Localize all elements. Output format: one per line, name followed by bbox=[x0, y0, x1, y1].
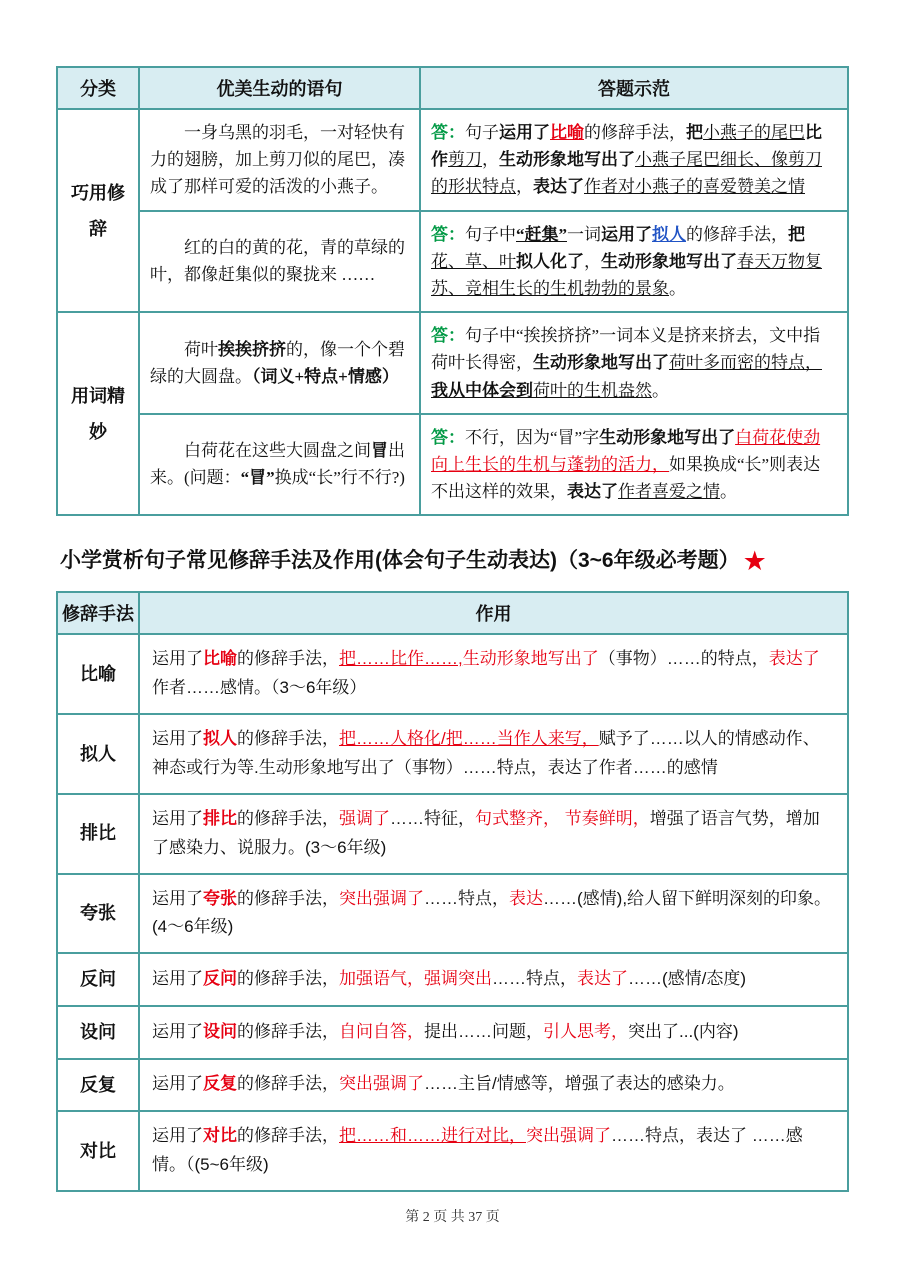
sentence-cell bbox=[139, 211, 420, 313]
text-segment: 设问 bbox=[203, 1021, 237, 1041]
usage-cell bbox=[139, 953, 848, 1006]
text-segment: 冒 bbox=[371, 441, 388, 461]
text-segment: 突出强调了 bbox=[526, 1126, 611, 1146]
device-name-cell: 对比 bbox=[57, 1111, 139, 1191]
text-segment: 突出强调了 bbox=[339, 1074, 424, 1094]
text-segment: 提出……问题， bbox=[424, 1021, 543, 1041]
text-segment: 运用了 bbox=[152, 969, 203, 989]
text-segment: 表达了 bbox=[577, 969, 628, 989]
device-name-cell: 反复 bbox=[57, 1059, 139, 1112]
text-segment: 生动形象地写出了 bbox=[499, 150, 635, 170]
text-segment: 的，像一个个碧绿的大圆盘。 bbox=[150, 339, 405, 386]
device-name-cell: 夸张 bbox=[57, 874, 139, 954]
usage-cell bbox=[139, 634, 848, 714]
text-segment: 荷叶的生机盎然 bbox=[533, 380, 652, 400]
text-segment: （词义+特点+情感） bbox=[252, 366, 399, 386]
text-segment: 的修辞手法， bbox=[237, 649, 339, 669]
page-footer: 第 2 页 共 37 页 bbox=[405, 1210, 500, 1225]
header-answer: 答题示范 bbox=[420, 67, 848, 109]
section-title-text: 小学赏析句子常见修辞手法及作用(体会句子生动表达)（3~6年级必考题） bbox=[60, 549, 740, 573]
text-segment: 运用了 bbox=[499, 123, 550, 142]
text-segment: 一词 bbox=[567, 224, 601, 244]
text-segment: ……(感情),给人留下鲜明深刻的印象。(4～6年级) bbox=[152, 888, 832, 937]
usage-cell bbox=[139, 1111, 848, 1191]
sentence-cell bbox=[139, 414, 420, 516]
device-row bbox=[57, 874, 848, 954]
text-segment: 句式整齐， 节奏鲜明， bbox=[475, 808, 650, 828]
answer-cell bbox=[420, 312, 848, 414]
text-segment: 白荷花使劲向上生长的生机与蓬勃的活力， bbox=[431, 427, 821, 474]
text-segment: 小燕子尾巴细长、像剪刀的形状特点 bbox=[431, 150, 822, 197]
text-segment: 运用了 bbox=[152, 808, 203, 828]
text-segment: 的修辞手法， bbox=[237, 969, 339, 989]
examples-table-header-row bbox=[57, 67, 848, 109]
text-segment: 的修辞手法， bbox=[237, 729, 339, 749]
header-category: 分类 bbox=[57, 67, 139, 109]
text-segment: 增强了语言气势，增加了感染力、说服力。(3～6年级) bbox=[152, 808, 820, 857]
text-segment: 表达了 bbox=[768, 649, 820, 669]
text-segment: 荷叶 bbox=[184, 339, 218, 359]
text-segment: 生动形象地写出了 bbox=[599, 427, 736, 447]
text-segment: 的修辞手法， bbox=[237, 1021, 339, 1041]
text-segment: 的修辞手法， bbox=[237, 1126, 339, 1146]
text-segment: 表达了 bbox=[567, 482, 618, 502]
device-name-cell: 反问 bbox=[57, 953, 139, 1006]
text-segment: 夸张 bbox=[203, 888, 237, 908]
text-segment: 把……人格化/把……当作人来写， bbox=[339, 729, 599, 749]
text-segment: ……特点，表达了 ……感情。（(5~6年级) bbox=[152, 1126, 803, 1175]
text-segment: 运用了 bbox=[152, 729, 203, 749]
text-segment: 强调突出 bbox=[424, 969, 492, 989]
text-segment: 红的白的黄的花，青的草绿的叶，都像赶集似的聚拢来 …… bbox=[150, 238, 405, 285]
text-segment: 出来。(问题： bbox=[150, 441, 405, 488]
text-segment: 挨挨挤挤 bbox=[218, 339, 286, 359]
text-segment: 运用了 bbox=[152, 1126, 203, 1146]
example-row bbox=[57, 312, 848, 414]
text-segment: 强调了 bbox=[339, 808, 390, 828]
text-segment: 运用了 bbox=[601, 224, 652, 244]
device-row bbox=[57, 794, 848, 874]
text-segment: 突出强调了 bbox=[339, 888, 424, 908]
sentence-cell bbox=[139, 312, 420, 414]
text-segment: 答： bbox=[431, 123, 465, 142]
category-cell: 巧用修辞 bbox=[57, 109, 139, 312]
text-segment: 把……和……进行对比， bbox=[339, 1126, 526, 1146]
text-segment: 运用了 bbox=[152, 888, 203, 908]
text-segment: 的修辞手法， bbox=[237, 1074, 339, 1094]
devices-table bbox=[56, 591, 849, 1192]
text-segment: 自问自答， bbox=[339, 1021, 424, 1041]
text-segment: 表达了 bbox=[533, 177, 584, 197]
device-name-cell: 拟人 bbox=[57, 714, 139, 794]
header-sentence: 优美生动的语句 bbox=[139, 67, 420, 109]
text-segment: 答： bbox=[431, 224, 465, 244]
usage-cell bbox=[139, 1006, 848, 1059]
text-segment: 生动形象地写出了 bbox=[601, 251, 737, 271]
text-segment: 运用了 bbox=[152, 1074, 203, 1094]
text-segment: 小燕子的尾巴 bbox=[703, 123, 805, 142]
text-segment: 春天万物复苏、竞相生长的生机勃勃的景象 bbox=[431, 251, 822, 298]
device-row bbox=[57, 953, 848, 1006]
usage-cell bbox=[139, 794, 848, 874]
usage-cell bbox=[139, 874, 848, 954]
examples-table bbox=[56, 66, 849, 516]
text-segment: 。 bbox=[669, 278, 686, 298]
header-usage: 作用 bbox=[139, 592, 848, 634]
text-segment: 把 bbox=[788, 224, 805, 244]
text-segment: 句子中 bbox=[465, 224, 516, 244]
answer-cell bbox=[420, 414, 848, 516]
text-segment: 比喻 bbox=[550, 123, 584, 142]
text-segment: 作者喜爱之情 bbox=[618, 482, 720, 502]
text-segment: 把 bbox=[686, 123, 703, 142]
device-name-cell: 设问 bbox=[57, 1006, 139, 1059]
device-row bbox=[57, 634, 848, 714]
text-segment: 的修辞手法， bbox=[584, 123, 686, 142]
device-row bbox=[57, 1006, 848, 1059]
text-segment: 答： bbox=[431, 427, 465, 447]
examples-table-body bbox=[57, 109, 848, 515]
text-segment: 句子 bbox=[465, 123, 499, 142]
text-segment: 拟人 bbox=[203, 729, 237, 749]
text-segment: 答： bbox=[431, 326, 465, 346]
text-segment: 突出了...(内容) bbox=[628, 1021, 739, 1041]
text-segment: 比作 bbox=[431, 123, 822, 170]
text-segment: 表达 bbox=[509, 888, 543, 908]
text-segment: （事物）……的特点， bbox=[598, 649, 769, 669]
text-segment: 如果换成“长”则表达不出这样的效果， bbox=[431, 454, 821, 502]
text-segment: ……特点， bbox=[492, 969, 577, 989]
text-segment: 一身乌黑的羽毛，一对轻快有力的翅膀，加上剪刀似的尾巴，凑成了那样可爱的活泼的小燕子。 bbox=[150, 123, 405, 197]
text-segment: 我从中体会到 bbox=[431, 380, 533, 400]
text-segment: 生动形象地写出了 bbox=[533, 353, 669, 373]
text-segment: ， bbox=[516, 177, 533, 197]
device-row bbox=[57, 1111, 848, 1191]
usage-cell bbox=[139, 1059, 848, 1112]
text-segment: 赋予了……以人的情感动作、神态或行为等.生动形象地写出了（事物）……特点，表达了作者……的感情 bbox=[152, 729, 820, 777]
text-segment: 不行，因为“冒”字 bbox=[465, 427, 600, 447]
text-segment: ， bbox=[584, 251, 601, 271]
text-segment: 引人思考， bbox=[543, 1021, 628, 1041]
text-segment: 拟人 bbox=[652, 224, 686, 244]
text-segment: 对比 bbox=[203, 1126, 237, 1146]
text-segment: 荷叶多而密的特点， bbox=[669, 353, 822, 373]
text-segment: 花、草、叶 bbox=[431, 251, 516, 271]
star-icon: ★ bbox=[742, 546, 767, 577]
text-segment: 的修辞手法， bbox=[686, 224, 788, 244]
example-row bbox=[57, 414, 848, 516]
text-segment: 的修辞手法， bbox=[237, 808, 339, 828]
sentence-cell bbox=[139, 109, 420, 211]
text-segment: ……(感情/态度) bbox=[628, 969, 747, 989]
category-cell: 用词精妙 bbox=[57, 312, 139, 515]
text-segment: 加强语气， bbox=[339, 969, 424, 989]
answer-cell bbox=[420, 109, 848, 211]
text-segment: 作者对小燕子的喜爱赞美之情 bbox=[584, 177, 805, 197]
text-segment: 。 bbox=[720, 482, 737, 502]
device-row bbox=[57, 714, 848, 794]
header-device: 修辞手法 bbox=[57, 592, 139, 634]
text-segment: 换成“长”行不行?) bbox=[274, 468, 405, 488]
device-name-cell: 比喻 bbox=[57, 634, 139, 714]
example-row bbox=[57, 109, 848, 211]
devices-table-body bbox=[57, 634, 848, 1191]
text-segment: 作者……感情。（3～6年级） bbox=[152, 678, 367, 698]
text-segment: ， bbox=[482, 150, 499, 170]
text-segment: ……特点， bbox=[424, 888, 509, 908]
device-row bbox=[57, 1059, 848, 1112]
text-segment: ……主旨/情感等，增强了表达的感染力。 bbox=[424, 1074, 735, 1094]
text-segment: 反问 bbox=[203, 969, 237, 989]
devices-table-header-row bbox=[57, 592, 848, 634]
text-segment: 剪刀 bbox=[448, 150, 482, 170]
text-segment: ……特征， bbox=[390, 808, 475, 828]
example-row bbox=[57, 211, 848, 313]
usage-cell bbox=[139, 714, 848, 794]
text-segment: 把……比作……, bbox=[339, 649, 463, 669]
text-segment: 拟人化了 bbox=[516, 251, 584, 271]
text-segment: 白荷花在这些大圆盘之间 bbox=[184, 441, 371, 461]
text-segment: “冒” bbox=[240, 468, 275, 488]
text-segment: 运用了 bbox=[152, 649, 203, 669]
text-segment: 句子中“挨挨挤挤”一词本义是挤来挤去，文中指荷叶长得密， bbox=[431, 326, 821, 373]
text-segment: 的修辞手法， bbox=[237, 888, 339, 908]
text-segment: 比喻 bbox=[203, 649, 237, 669]
text-segment: “赶集” bbox=[516, 224, 567, 244]
text-segment: 排比 bbox=[203, 808, 237, 828]
text-segment: 运用了 bbox=[152, 1021, 203, 1041]
section-title bbox=[60, 544, 849, 577]
device-name-cell: 排比 bbox=[57, 794, 139, 874]
text-segment: 生动形象地写出了 bbox=[462, 649, 599, 669]
answer-cell bbox=[420, 211, 848, 313]
text-segment: 。 bbox=[652, 380, 669, 400]
text-segment: 反复 bbox=[203, 1074, 237, 1094]
